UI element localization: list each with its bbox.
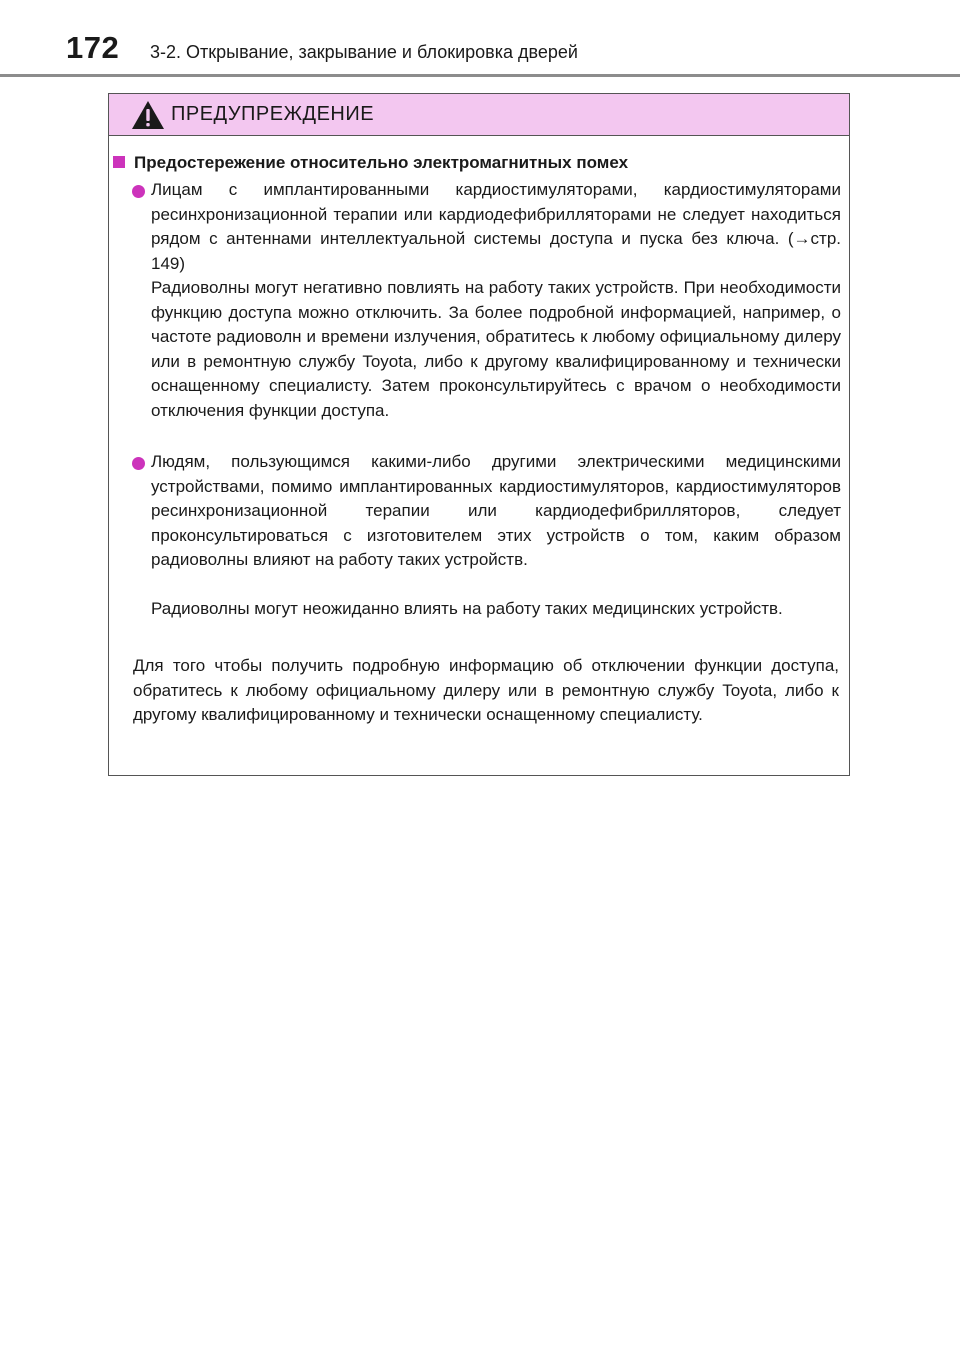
- warning-title: ПРЕДУПРЕЖДЕНИЕ: [171, 103, 375, 125]
- bullet-1-paragraph-1: Лицам с имплантированными кардиостимуляторами, кардиостимуляторами ресинхронизационной терапии или кардиодефибрилляторами не следует находиться рядом с антеннами интеллектуальной системы доступа и пуска без ключа. (→стр. 149): [151, 180, 841, 273]
- bullet-2-paragraph-2: Радиоволны могут неожиданно влиять на работу таких медицинских устройств.: [151, 599, 783, 618]
- warning-triangle-icon: [131, 100, 165, 130]
- warning-header: [109, 94, 849, 136]
- bullet-dot-icon: [132, 185, 145, 198]
- bullet-1-paragraph-2: Радиоволны могут негативно повлиять на работу таких устройств. При необходимости функцию доступа можно отключить. За более подробной информацией, например, о частоте радиоволн и времени излучения, обратитесь к любому официальному дилеру или в ремонтную службу Toyota, либо к другому квалифицированному и технически оснащенному специалисту. Затем проконсультируйтесь с врачом о необходимости отключения функции доступа.: [151, 278, 841, 420]
- page-header: [0, 0, 960, 80]
- subheading-text: Предостережение относительно электромагнитных помех: [134, 153, 629, 172]
- closing-paragraph: Для того чтобы получить подробную информацию об отключении функции доступа, обратитесь к любому официальному дилеру или в ремонтную службу Toyota, либо к другому квалифицированному и технически оснащенному специалисту.: [133, 656, 839, 724]
- warning-subheading: [113, 153, 628, 173]
- page-number: 172: [66, 30, 120, 65]
- square-bullet-icon: [113, 156, 125, 168]
- warning-box: [108, 93, 850, 776]
- bullet-dot-icon: [132, 457, 145, 470]
- section-title: 3-2. Открывание, закрывание и блокировка дверей: [150, 42, 578, 62]
- header-divider: [0, 74, 960, 77]
- bullet-2-paragraph-1: Людям, пользующимся какими-либо другими электрическими медицинскими устройствами, помимо имплантированных кардиостимуляторов, кардиостимуляторов ресинхронизационной терапии или кардиодефибрилляторов, следует проконсультироваться с изготовителем этих устройств о том, каким образом радиоволны влияют на работу таких устройств.: [151, 452, 841, 569]
